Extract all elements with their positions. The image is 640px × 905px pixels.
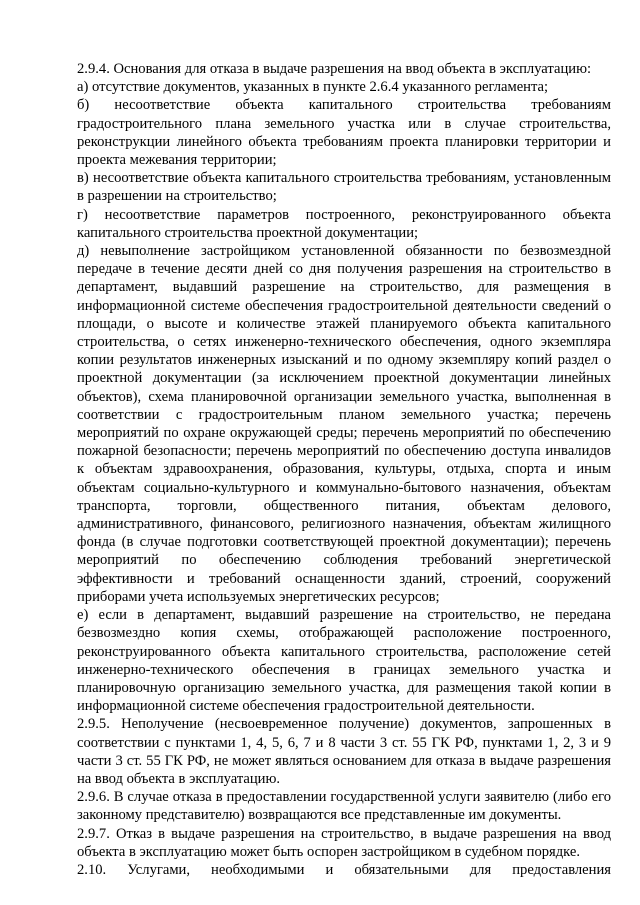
paragraph-2-9-7: 2.9.7. Отказ в выдаче разрешения на строительство, в выдаче разрешения на ввод объекта в эксплуатацию может быть оспорен застройщиком в судебном порядке.: [77, 825, 611, 860]
paragraph-item-d: д) невыполнение застройщиком установленной обязанности по безвозмездной передаче в течение десяти дней со дня получения разрешения на строительство в департамент, выдавший разрешение на строительство, для размещения в информационной системе обеспечения градостроительной деятельности сведений о площади, о высоте и количестве этажей планируемого объекта капитального строительства, о сетях инженерно-технического обеспечения, одного экземпляра копии результатов инженерных изысканий и по одному экземпляру копий раздел о проектной документации (за исключением проектной документации линейных объектов), схема планировочной организации земельного участка, выполненная в соответствии с градостроительным планом земельного участка; перечень мероприятий по охране окружающей среды; перечень мероприятий по обеспечению пожарной безопасности; перечень мероприятий по обеспечению доступа инвалидов к объектам здравоохранения, образования, культуры, отдыха, спорта и иным объектам социально-культурного и коммунально-бытового назначения, объектам транспорта, торговли, общественного питания, объектам делового, административного, финансового, религиозного назначения, объектам жилищного фонда (в случае подготовки соответствующей проектной документации); перечень мероприятий по обеспечению соблюдения требований энергетической эффективности и требований оснащенности зданий, строений, сооружений приборами учета используемых энергетических ресурсов;: [77, 243, 611, 605]
paragraph-2-9-5: 2.9.5. Неполучение (несвоевременное получение) документов, запрошенных в соответствии с пунктами 1, 4, 5, 6, 7 и 8 части 3 ст. 55 ГК РФ, пунктами 1, 2, 3 и 9 части 3 ст. 55 ГК РФ, не может являться основанием для отказа в выдаче разрешения на ввод объекта в эксплуатацию.: [77, 716, 611, 787]
paragraph-item-b: б) несоответствие объекта капитального строительства требованиям градостроительного плана земельного участка или в случае строительства, реконструкции линейного объекта требованиям проекта планировки территории и проекта межевания территории;: [77, 97, 611, 169]
document-page: [77, 60, 611, 879]
paragraph-2-10: 2.10. Услугами, необходимыми и обязательными для предоставления: [77, 861, 611, 878]
paragraph-item-a: а) отсутствие документов, указанных в пункте 2.6.4 указанного регламента;: [77, 79, 549, 96]
paragraph-item-g: г) несоответствие параметров построенного, реконструированного объекта капитального строительства проектной документации;: [77, 206, 611, 241]
paragraph-item-e: е) если в департамент, выдавший разрешение на строительство, не передана безвозмездно копия схемы, отображающей расположение построенного, реконструированного объекта капитального строительства, расположение сетей инженерно-технического обеспечения в границах земельного участка и планировочную организацию земельного участка, для размещения такой копии в информационной системе обеспечения градостроительной деятельности.: [77, 607, 611, 715]
paragraph-2-9-4-heading: 2.9.4. Основания для отказа в выдаче разрешения на ввод объекта в эксплуатацию:: [77, 61, 592, 77]
paragraph-2-9-6: 2.9.6. В случае отказа в предоставлении государственной услуги заявителю (либо его законному представителю) возвращаются все представленные им документы.: [77, 789, 611, 824]
paragraph-item-v: в) несоответствие объекта капитального строительства требованиям, установленным в разрешении на строительство;: [77, 170, 611, 205]
